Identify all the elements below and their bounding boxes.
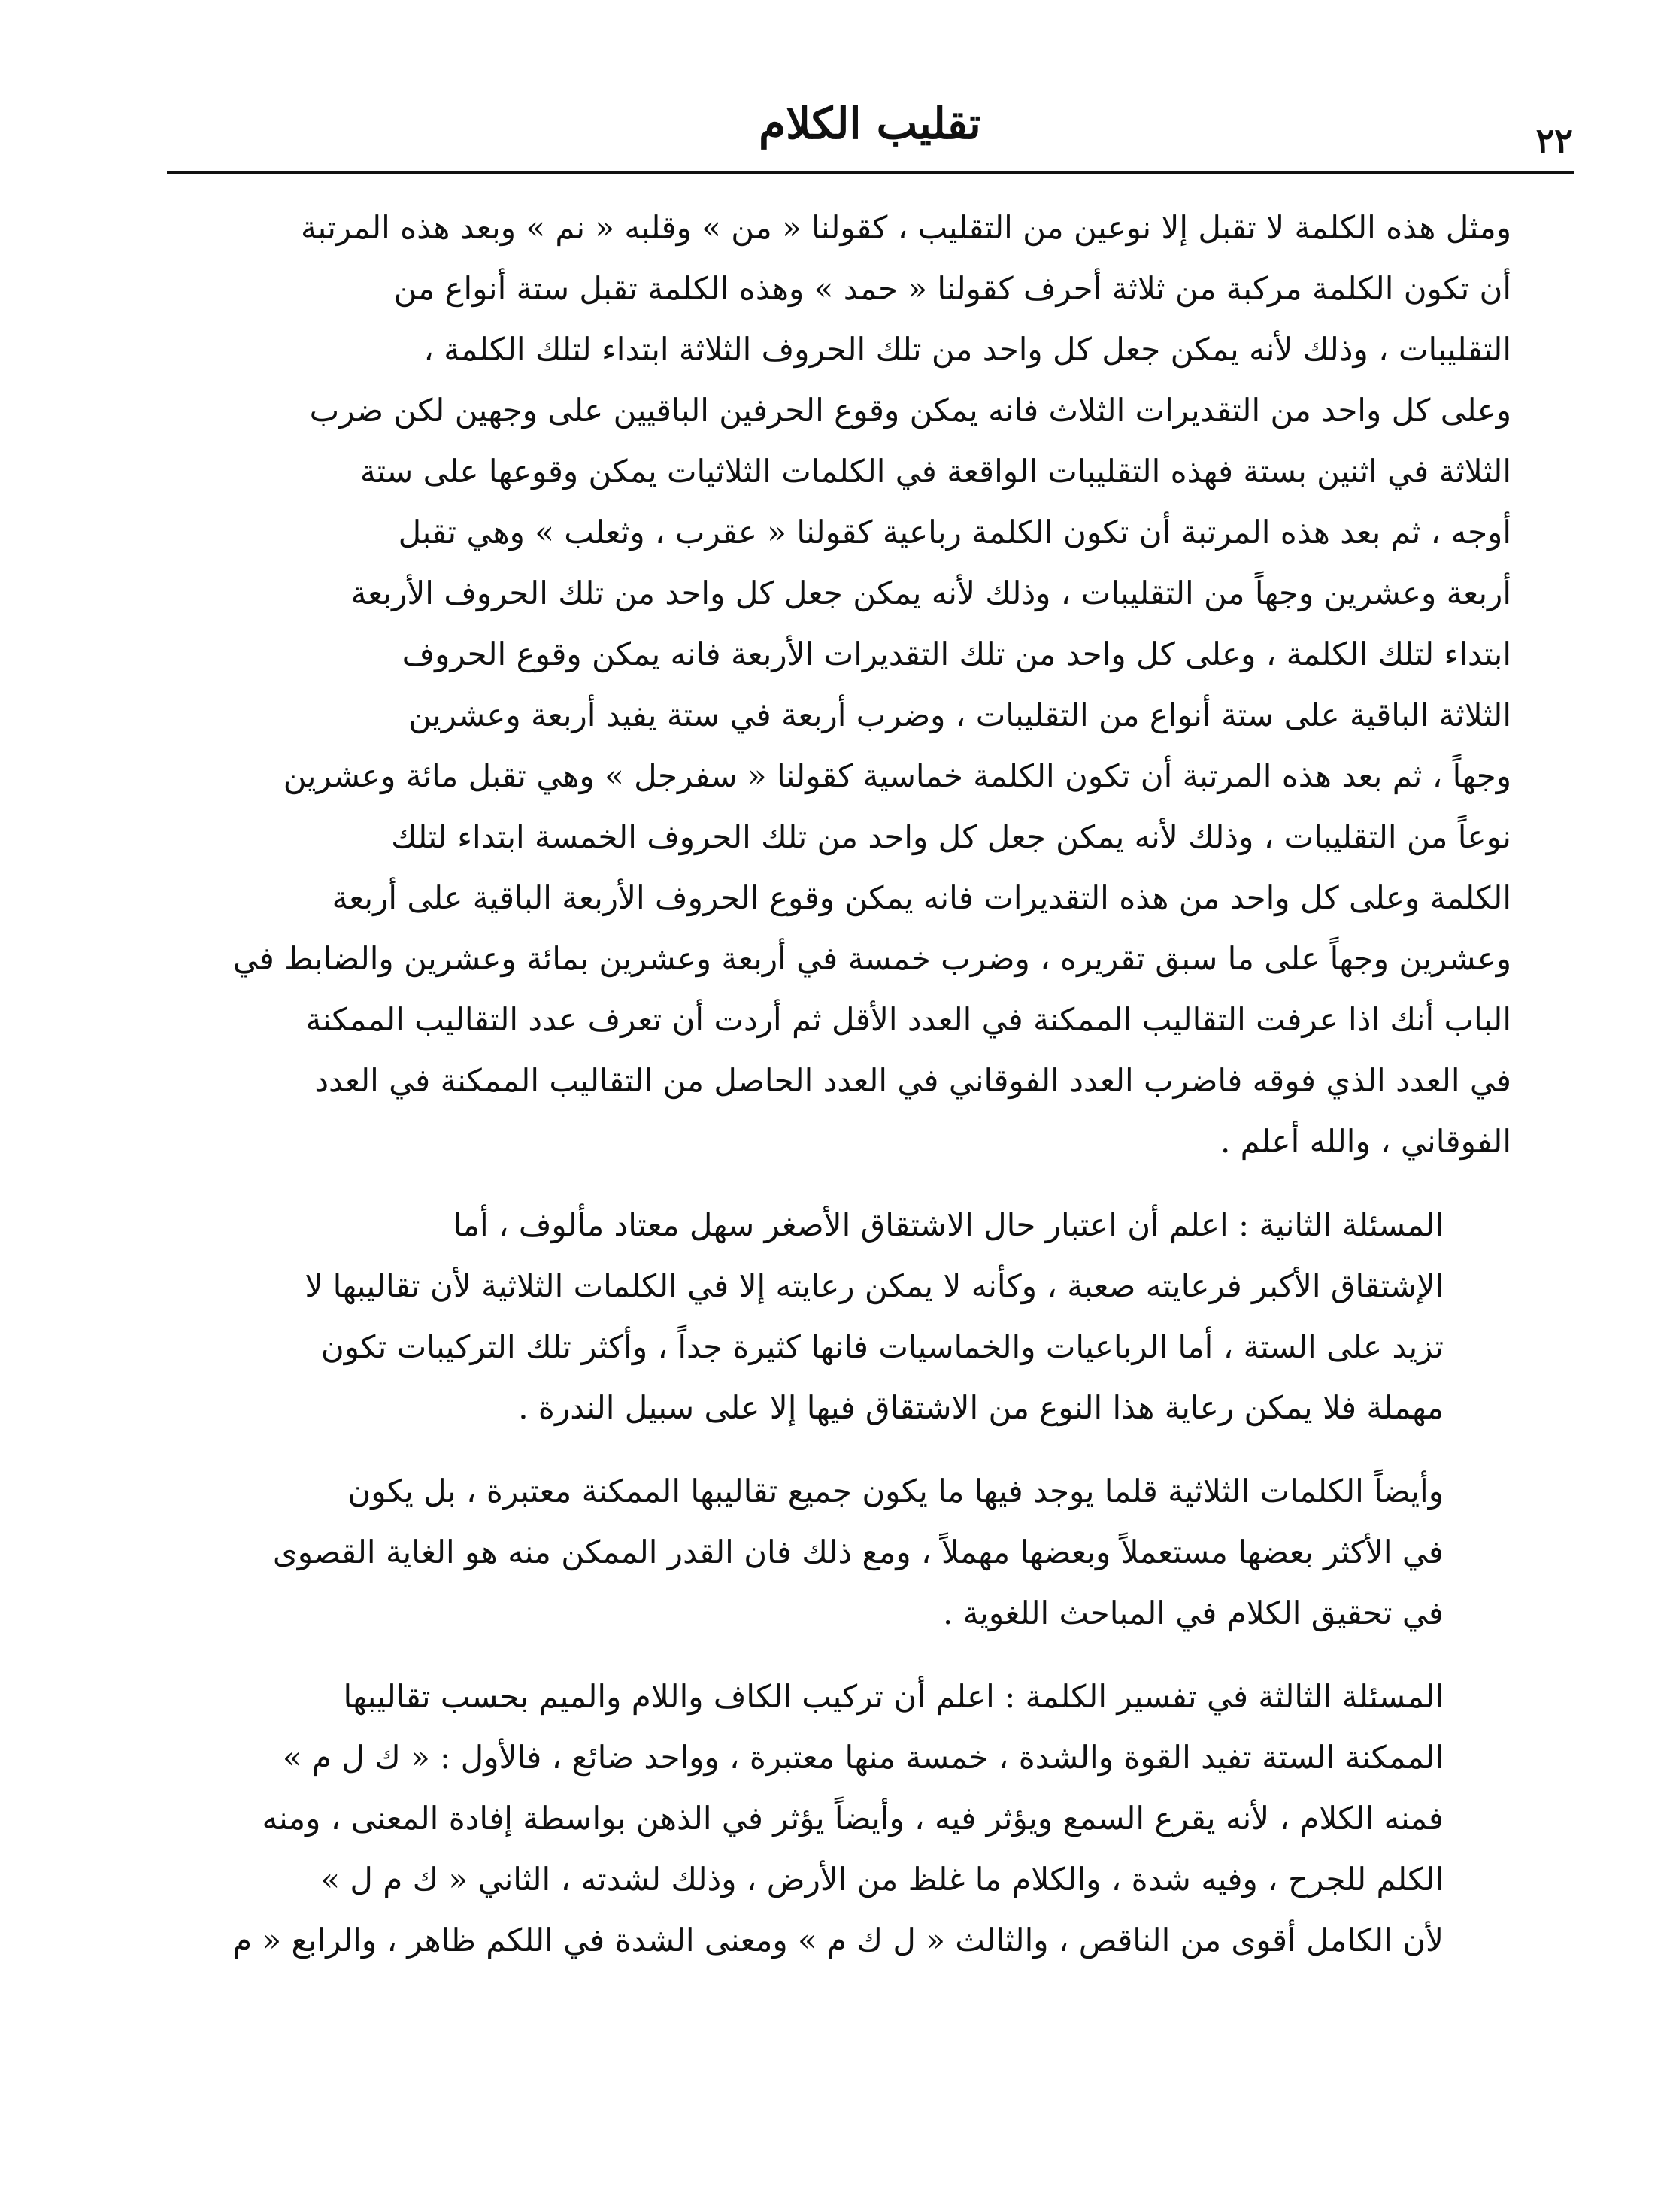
header-rule bbox=[167, 171, 1574, 174]
text-line: ابتداء لتلك الكلمة ، وعلى كل واحد من تلك التقديرات الأربعة فانه يمكن وقوع الحروف bbox=[402, 636, 1511, 672]
text-line: الكلم للجرح ، وفيه شدة ، والكلام ما غلظ من الأرض ، وذلك لشدته ، الثاني « ك م ل » bbox=[320, 1861, 1444, 1898]
text-line: الممكنة الستة تفيد القوة والشدة ، خمسة منها معتبرة ، وواحد ضائع ، فالأول : « ك ل م » bbox=[282, 1739, 1444, 1776]
paragraph-4 bbox=[150, 1666, 1511, 1971]
text-line: وعشرين وجهاً على ما سبق تقريره ، وضرب خمسة في أربعة وعشرين بمائة وعشرين والضابط في bbox=[232, 940, 1511, 977]
text-line: وعلى كل واحد من التقديرات الثلاث فانه يمكن وقوع الحرفين الباقيين على وجهين لكن ضرب bbox=[309, 392, 1511, 429]
text-line: أربعة وعشرين وجهاً من التقليبات ، وذلك لأنه يمكن جعل كل واحد من تلك الحروف الأربعة bbox=[350, 575, 1511, 611]
text-line: في تحقيق الكلام في المباحث اللغوية . bbox=[942, 1595, 1444, 1631]
text-line: الثلاثة الباقية على ستة أنواع من التقليبات ، وضرب أربعة في ستة يفيد أربعة وعشرين bbox=[408, 696, 1511, 733]
paragraph-3 bbox=[150, 1461, 1511, 1643]
paragraph-1 bbox=[150, 197, 1511, 1172]
text-line: الثلاثة في اثنين بستة فهذه التقليبات الواقعة في الكلمات الثلاثيات يمكن وقوعها على ستة bbox=[359, 453, 1511, 490]
text-line: وجهاً ، ثم بعد هذه المرتبة أن تكون الكلمة خماسية كقولنا « سفرجل » وهي تقبل مائة وعشرين bbox=[283, 757, 1511, 794]
page-number: ٢٢ bbox=[1535, 120, 1573, 161]
text-line: الكلمة وعلى كل واحد من هذه التقديرات فانه يمكن وقوع الحروف الأربعة الباقية على أربعة bbox=[332, 879, 1511, 916]
text-line: لأن الكامل أقوى من الناقص ، والثالث « ل ك م » ومعنى الشدة في اللكم ظاهر ، والرابع « م bbox=[232, 1922, 1444, 1959]
text-line: الفوقاني ، والله أعلم . bbox=[1220, 1123, 1511, 1160]
text-line: في العدد الذي فوقه فاضرب العدد الفوقاني في العدد الحاصل من التقاليب الممكنة في العدد bbox=[314, 1062, 1511, 1099]
text-line: أن تكون الكلمة مركبة من ثلاثة أحرف كقولنا « حمد » وهذه الكلمة تقبل ستة أنواع من bbox=[393, 270, 1511, 307]
text-line: في الأكثر بعضها مستعملاً وبعضها مهملاً ، ومع ذلك فان القدر الممكن منه هو الغاية القصوى bbox=[272, 1534, 1444, 1570]
text-line: مهملة فلا يمكن رعاية هذا النوع من الاشتقاق فيها إلا على سبيل الندرة . bbox=[518, 1389, 1444, 1426]
running-title: تقليب الكلام bbox=[759, 98, 981, 149]
text-line: ومثل هذه الكلمة لا تقبل إلا نوعين من التقليب ، كقولنا « من » وقلبه « نم » وبعد هذه المرتبة bbox=[301, 209, 1511, 246]
text-line: نوعاً من التقليبات ، وذلك لأنه يمكن جعل كل واحد من تلك الحروف الخمسة ابتداء لتلك bbox=[391, 818, 1511, 855]
page-header bbox=[167, 98, 1573, 170]
text-line: المسئلة الثانية : اعلم أن اعتبار حال الاشتقاق الأصغر سهل معتاد مألوف ، أما bbox=[453, 1206, 1444, 1243]
text-line: التقليبات ، وذلك لأنه يمكن جعل كل واحد من تلك الحروف الثلاثة ابتداء لتلك الكلمة ، bbox=[423, 331, 1511, 368]
text-line: الإشتقاق الأكبر فرعايته صعبة ، وكأنه لا يمكن رعايته إلا في الكلمات الثلاثية لأن تقاليبها لا bbox=[305, 1267, 1444, 1304]
text-line: فمنه الكلام ، لأنه يقرع السمع ويؤثر فيه ، وأيضاً يؤثر في الذهن بواسطة إفادة المعنى ، ومنه bbox=[262, 1800, 1444, 1837]
body-text bbox=[150, 197, 1511, 1971]
paragraph-2 bbox=[150, 1194, 1511, 1438]
text-line: الباب أنك اذا عرفت التقاليب الممكنة في العدد الأقل ثم أردت أن تعرف عدد التقاليب الممكنة bbox=[305, 1001, 1511, 1038]
text-line: المسئلة الثالثة في تفسير الكلمة : اعلم أن تركيب الكاف واللام والميم بحسب تقاليبها bbox=[343, 1678, 1444, 1715]
text-line: تزيد على الستة ، أما الرباعيات والخماسيات فانها كثيرة جداً ، وأكثر تلك التركيبات تكون bbox=[320, 1328, 1444, 1365]
text-line: أوجه ، ثم بعد هذه المرتبة أن تكون الكلمة رباعية كقولنا « عقرب ، وثعلب » وهي تقبل bbox=[398, 514, 1511, 551]
text-line: وأيضاً الكلمات الثلاثية قلما يوجد فيها ما يكون جميع تقاليبها الممكنة معتبرة ، بل يكون bbox=[347, 1473, 1444, 1510]
